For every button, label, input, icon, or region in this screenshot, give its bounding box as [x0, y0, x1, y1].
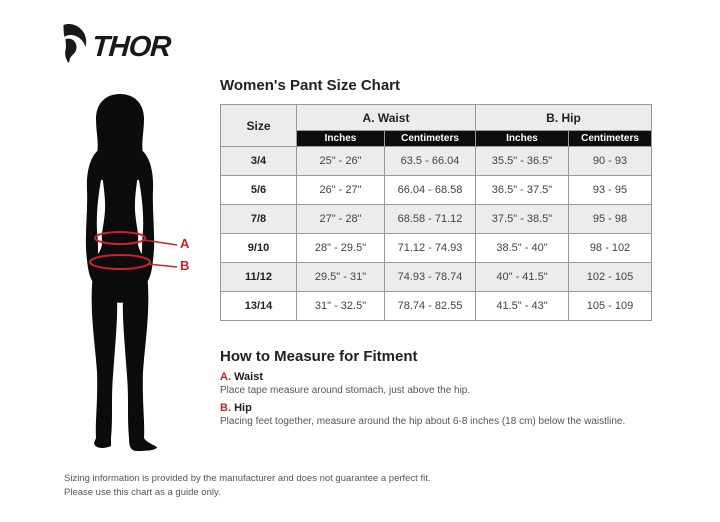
table-group-header-row: [221, 105, 652, 131]
size-value: 9/10: [221, 234, 297, 263]
measure-item-waist-key: A.: [220, 371, 231, 383]
column-header-hip-inches: Inches: [476, 131, 569, 147]
table-row: [221, 205, 652, 234]
waist-inches-value: 25" - 26": [297, 147, 385, 176]
column-header-size: Size: [221, 105, 297, 147]
thor-goat-icon: [62, 23, 89, 63]
size-value: 3/4: [221, 147, 297, 176]
hip-inches-value: 40" - 41.5": [476, 263, 569, 292]
hip-callout-label: B: [180, 258, 190, 273]
size-value: 7/8: [221, 205, 297, 234]
table-row: [221, 176, 652, 205]
column-header-hip-centimeters: Centimeters: [569, 131, 652, 147]
hip-inches-value: 35.5" - 36.5": [476, 147, 569, 176]
waist-inches-value: 26" - 27": [297, 176, 385, 205]
table-row: [221, 263, 652, 292]
measure-item-hip-label: [220, 402, 252, 414]
waist-inches-value: 29.5" - 31": [297, 263, 385, 292]
hip-inches-value: 36.5" - 37.5": [476, 176, 569, 205]
column-header-hip: B. Hip: [476, 105, 652, 131]
measure-item-waist-description: Place tape measure around stomach, just above the hip.: [220, 385, 471, 396]
waist-cm-value: 78.74 - 82.55: [385, 292, 476, 321]
brand-wordmark: THOR: [90, 31, 172, 63]
waist-inches-value: 31" - 32.5": [297, 292, 385, 321]
measure-item-hip-key: B.: [220, 402, 231, 414]
size-value: 13/14: [221, 292, 297, 321]
waist-cm-value: 66.04 - 68.58: [385, 176, 476, 205]
size-value: 11/12: [221, 263, 297, 292]
table-row: [221, 234, 652, 263]
measure-item-waist-name: Waist: [234, 371, 263, 383]
hip-cm-value: 95 - 98: [569, 205, 652, 234]
measurement-figure: [60, 90, 198, 462]
measure-item-hip-description: Placing feet together, measure around the hip about 6-8 inches (18 cm) below the waistline.: [220, 416, 626, 427]
waist-cm-value: 71.12 - 74.93: [385, 234, 476, 263]
waist-cm-value: 74.93 - 78.74: [385, 263, 476, 292]
waist-cm-value: 63.5 - 66.04: [385, 147, 476, 176]
column-header-waist: A. Waist: [297, 105, 476, 131]
hip-inches-value: 38.5" - 40": [476, 234, 569, 263]
table-row: [221, 292, 652, 321]
hip-cm-value: 105 - 109: [569, 292, 652, 321]
waist-inches-value: 28" - 29.5": [297, 234, 385, 263]
measure-item-hip-name: Hip: [234, 402, 252, 414]
woman-silhouette-image: [60, 90, 198, 462]
measure-section-title: How to Measure for Fitment: [220, 348, 418, 365]
measure-item-waist-label: [220, 371, 263, 383]
sizing-disclaimer: [64, 472, 431, 500]
waist-cm-value: 68.58 - 71.12: [385, 205, 476, 234]
size-chart-title: Women's Pant Size Chart: [220, 77, 400, 94]
disclaimer-line-1: Sizing information is provided by the manufacturer and does not guarantee a perfect fit.: [64, 473, 431, 484]
size-value: 5/6: [221, 176, 297, 205]
hip-cm-value: 102 - 105: [569, 263, 652, 292]
hip-cm-value: 93 - 95: [569, 176, 652, 205]
hip-cm-value: 90 - 93: [569, 147, 652, 176]
hip-inches-value: 41.5" - 43": [476, 292, 569, 321]
column-header-waist-inches: Inches: [297, 131, 385, 147]
brand-logo: [62, 23, 170, 63]
column-header-waist-centimeters: Centimeters: [385, 131, 476, 147]
table-row: [221, 147, 652, 176]
hip-inches-value: 37.5" - 38.5": [476, 205, 569, 234]
waist-inches-value: 27" - 28": [297, 205, 385, 234]
disclaimer-line-2: Please use this chart as a guide only.: [64, 486, 221, 498]
hip-cm-value: 98 - 102: [569, 234, 652, 263]
waist-callout-label: A: [180, 236, 190, 251]
size-chart-table: [220, 104, 652, 321]
